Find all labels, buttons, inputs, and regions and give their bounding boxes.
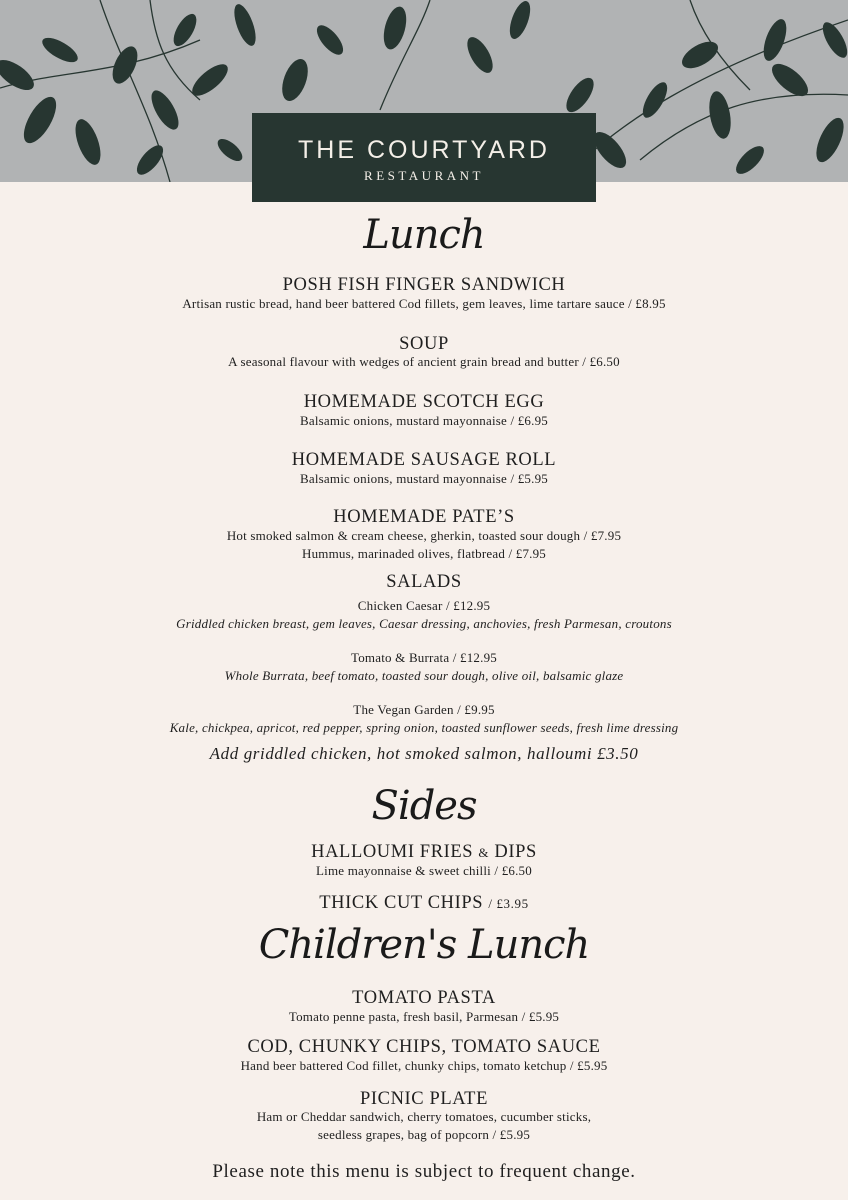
item-scotch-desc: Balsamic onions, mustard mayonnaise / £6.95 bbox=[300, 413, 548, 428]
footer-note: Please note this menu is subject to frequent change. bbox=[212, 1161, 636, 1182]
item-picnic-name: PICNIC PLATE bbox=[360, 1089, 488, 1109]
section-title-lunch: Lunch bbox=[363, 212, 485, 258]
item-pate-desc-1: Hot smoked salmon & cream cheese, gherkin, toasted sour dough / £7.95 bbox=[226, 528, 622, 543]
salad-burrata-title: Tomato & Burrata / £12.95 bbox=[351, 650, 497, 665]
salad-caesar-title: Chicken Caesar / £12.95 bbox=[357, 598, 491, 613]
item-posh-desc: Artisan rustic bread, hand beer battered Cod fillets, gem leaves, lime tartare sauce / £8.95 bbox=[182, 296, 666, 311]
salad-addon-note: Add griddled chicken, hot smoked salmon, halloumi £3.50 bbox=[209, 744, 639, 763]
section-title-children: Children's Lunch bbox=[258, 922, 590, 968]
restaurant-logo-box bbox=[252, 113, 596, 202]
item-sausage-desc: Balsamic onions, mustard mayonnaise / £5.95 bbox=[300, 471, 548, 486]
item-halloumi-name-b: DIPS bbox=[494, 842, 537, 862]
item-chips-name: THICK CUT CHIPS bbox=[319, 893, 484, 913]
item-cod-desc: Hand beer battered Cod fillet, chunky chips, tomato ketchup / £5.95 bbox=[240, 1058, 608, 1073]
item-sausage-name: HOMEMADE SAUSAGE ROLL bbox=[291, 450, 557, 470]
item-picnic-desc-1: Ham or Cheddar sandwich, cherry tomatoes, cucumber sticks, bbox=[256, 1109, 592, 1124]
item-halloumi-amp: & bbox=[478, 845, 490, 860]
section-title-sides: Sides bbox=[371, 783, 477, 829]
salad-caesar-desc: Griddled chicken breast, gem leaves, Caesar dressing, anchovies, fresh Parmesan, croutons bbox=[176, 616, 672, 631]
item-posh-name: POSH FISH FINGER SANDWICH bbox=[282, 275, 566, 295]
item-halloumi-name bbox=[0, 842, 848, 863]
salad-vegan-desc: Kale, chickpea, apricot, red pepper, spring onion, toasted sunflower seeds, fresh lime dressing bbox=[169, 720, 679, 735]
item-picnic-desc-2: seedless grapes, bag of popcorn / £5.95 bbox=[317, 1127, 531, 1142]
item-halloumi-name-a: HALLOUMI FRIES bbox=[311, 842, 474, 862]
salad-burrata-desc: Whole Burrata, beef tomato, toasted sour dough, olive oil, balsamic glaze bbox=[224, 668, 624, 683]
item-soup-name: SOUP bbox=[399, 334, 449, 354]
item-halloumi-desc: Lime mayonnaise & sweet chilli / £6.50 bbox=[316, 863, 532, 878]
salads-heading: SALADS bbox=[386, 572, 462, 592]
item-chips bbox=[0, 893, 848, 914]
restaurant-name: THE COURTYARD bbox=[298, 136, 550, 164]
item-pate-desc-2: Hummus, marinaded olives, flatbread / £7.95 bbox=[302, 546, 546, 561]
item-pasta-name: TOMATO PASTA bbox=[352, 988, 496, 1008]
item-cod-name: COD, CHUNKY CHIPS, TOMATO SAUCE bbox=[247, 1037, 601, 1057]
item-pate-name: HOMEMADE PATE’S bbox=[333, 507, 515, 527]
item-soup-desc: A seasonal flavour with wedges of ancient grain bread and butter / £6.50 bbox=[228, 354, 620, 369]
restaurant-subtitle: RESTAURANT bbox=[364, 168, 484, 183]
item-chips-price: / £3.95 bbox=[488, 896, 529, 911]
item-scotch-name: HOMEMADE SCOTCH EGG bbox=[303, 392, 545, 412]
item-pasta-desc: Tomato penne pasta, fresh basil, Parmesan / £5.95 bbox=[288, 1009, 560, 1024]
salad-vegan-title: The Vegan Garden / £9.95 bbox=[353, 702, 495, 717]
